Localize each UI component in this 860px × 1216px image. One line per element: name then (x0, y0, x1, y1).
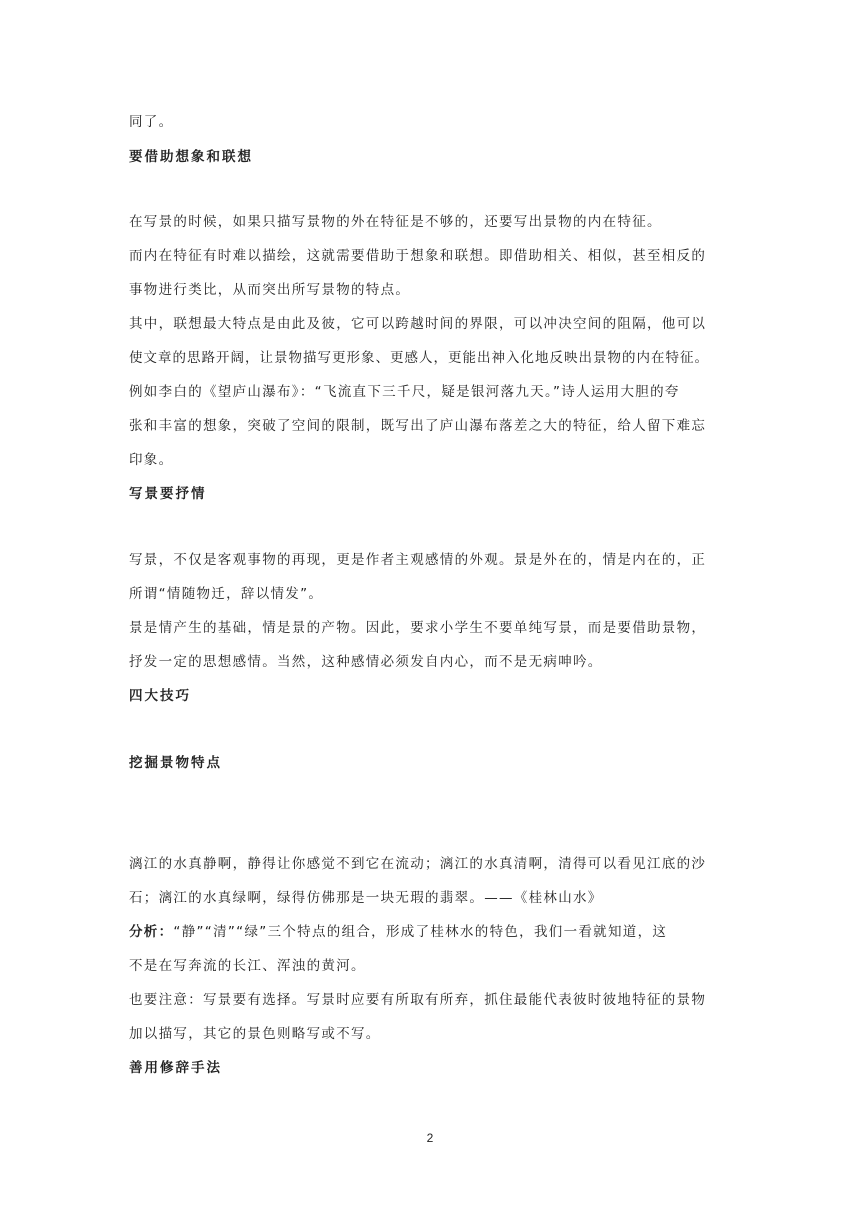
text-line: 所谓“情随物迁，辞以情发”。 (129, 586, 324, 602)
section-heading: 写景要抒情 (129, 486, 207, 502)
text-line: 例如李白的《望庐山瀑布》：“飞流直下三千尺，疑是银河落九天。”诗人运用大胆的夸 (129, 384, 680, 400)
text-line: 同了。 (129, 114, 174, 130)
text-line: 而内在特征有时难以描绘，这就需要借助于想象和联想。即借助相关、相似，甚至相反的 (129, 248, 707, 264)
section-heading: 四大技巧 (129, 688, 191, 704)
section-heading: 善用修辞手法 (129, 1060, 222, 1076)
text-line: 漓江的水真静啊，静得让你感觉不到它在流动；漓江的水真清啊，清得可以看见江底的沙 (129, 856, 707, 872)
text-line: 石；漓江的水真绿啊，绿得仿佛那是一块无瑕的翡翠。——《桂林山水》 (129, 890, 603, 906)
text-line: 写景，不仅是客观事物的再现，更是作者主观感情的外观。景是外在的，情是内在的，正 (129, 552, 707, 568)
section-heading: 要借助想象和联想 (129, 149, 253, 165)
text-line: 不是在写奔流的长江、浑浊的黄河。 (129, 958, 366, 974)
analysis-label: 分析： (129, 924, 174, 940)
text-line: 抒发一定的思想感情。当然，这种感情必须发自内心，而不是无病呻吟。 (129, 654, 603, 670)
text-line: 在写景的时候，如果只描写景物的外在特征是不够的，还要写出景物的内在特征。 (129, 214, 662, 230)
text-line: 使文章的思路开阔，让景物描写更形象、更感人，更能出神入化地反映出景物的内在特征。 (129, 350, 709, 366)
section-heading: 挖掘景物特点 (129, 755, 222, 771)
text-line: 景是情产生的基础，情是景的产物。因此，要求小学生不要单纯写景，而是要借助景物， (129, 620, 707, 636)
analysis-text: “静”“清”“绿”三个特点的组合，形成了桂林水的特色，我们一看就知道，这 (173, 924, 668, 940)
text-line: 也要注意：写景要有选择。写景时应要有所取有所弃，抓住最能代表彼时彼地特征的景物 (129, 992, 707, 1008)
text-line: 张和丰富的想象，突破了空间的限制，既写出了庐山瀑布落差之大的特征，给人留下难忘 (129, 418, 707, 434)
text-line: 其中，联想最大特点是由此及彼，它可以跨越时间的界限，可以冲决空间的阻隔，他可以 (129, 316, 707, 332)
text-line: 事物进行类比，从而突出所写景物的特点。 (129, 282, 411, 298)
text-line (129, 923, 667, 941)
text-line: 加以描写，其它的景色则略写或不写。 (129, 1026, 381, 1042)
text-line: 印象。 (129, 452, 174, 468)
page-number: 2 (426, 1131, 434, 1145)
